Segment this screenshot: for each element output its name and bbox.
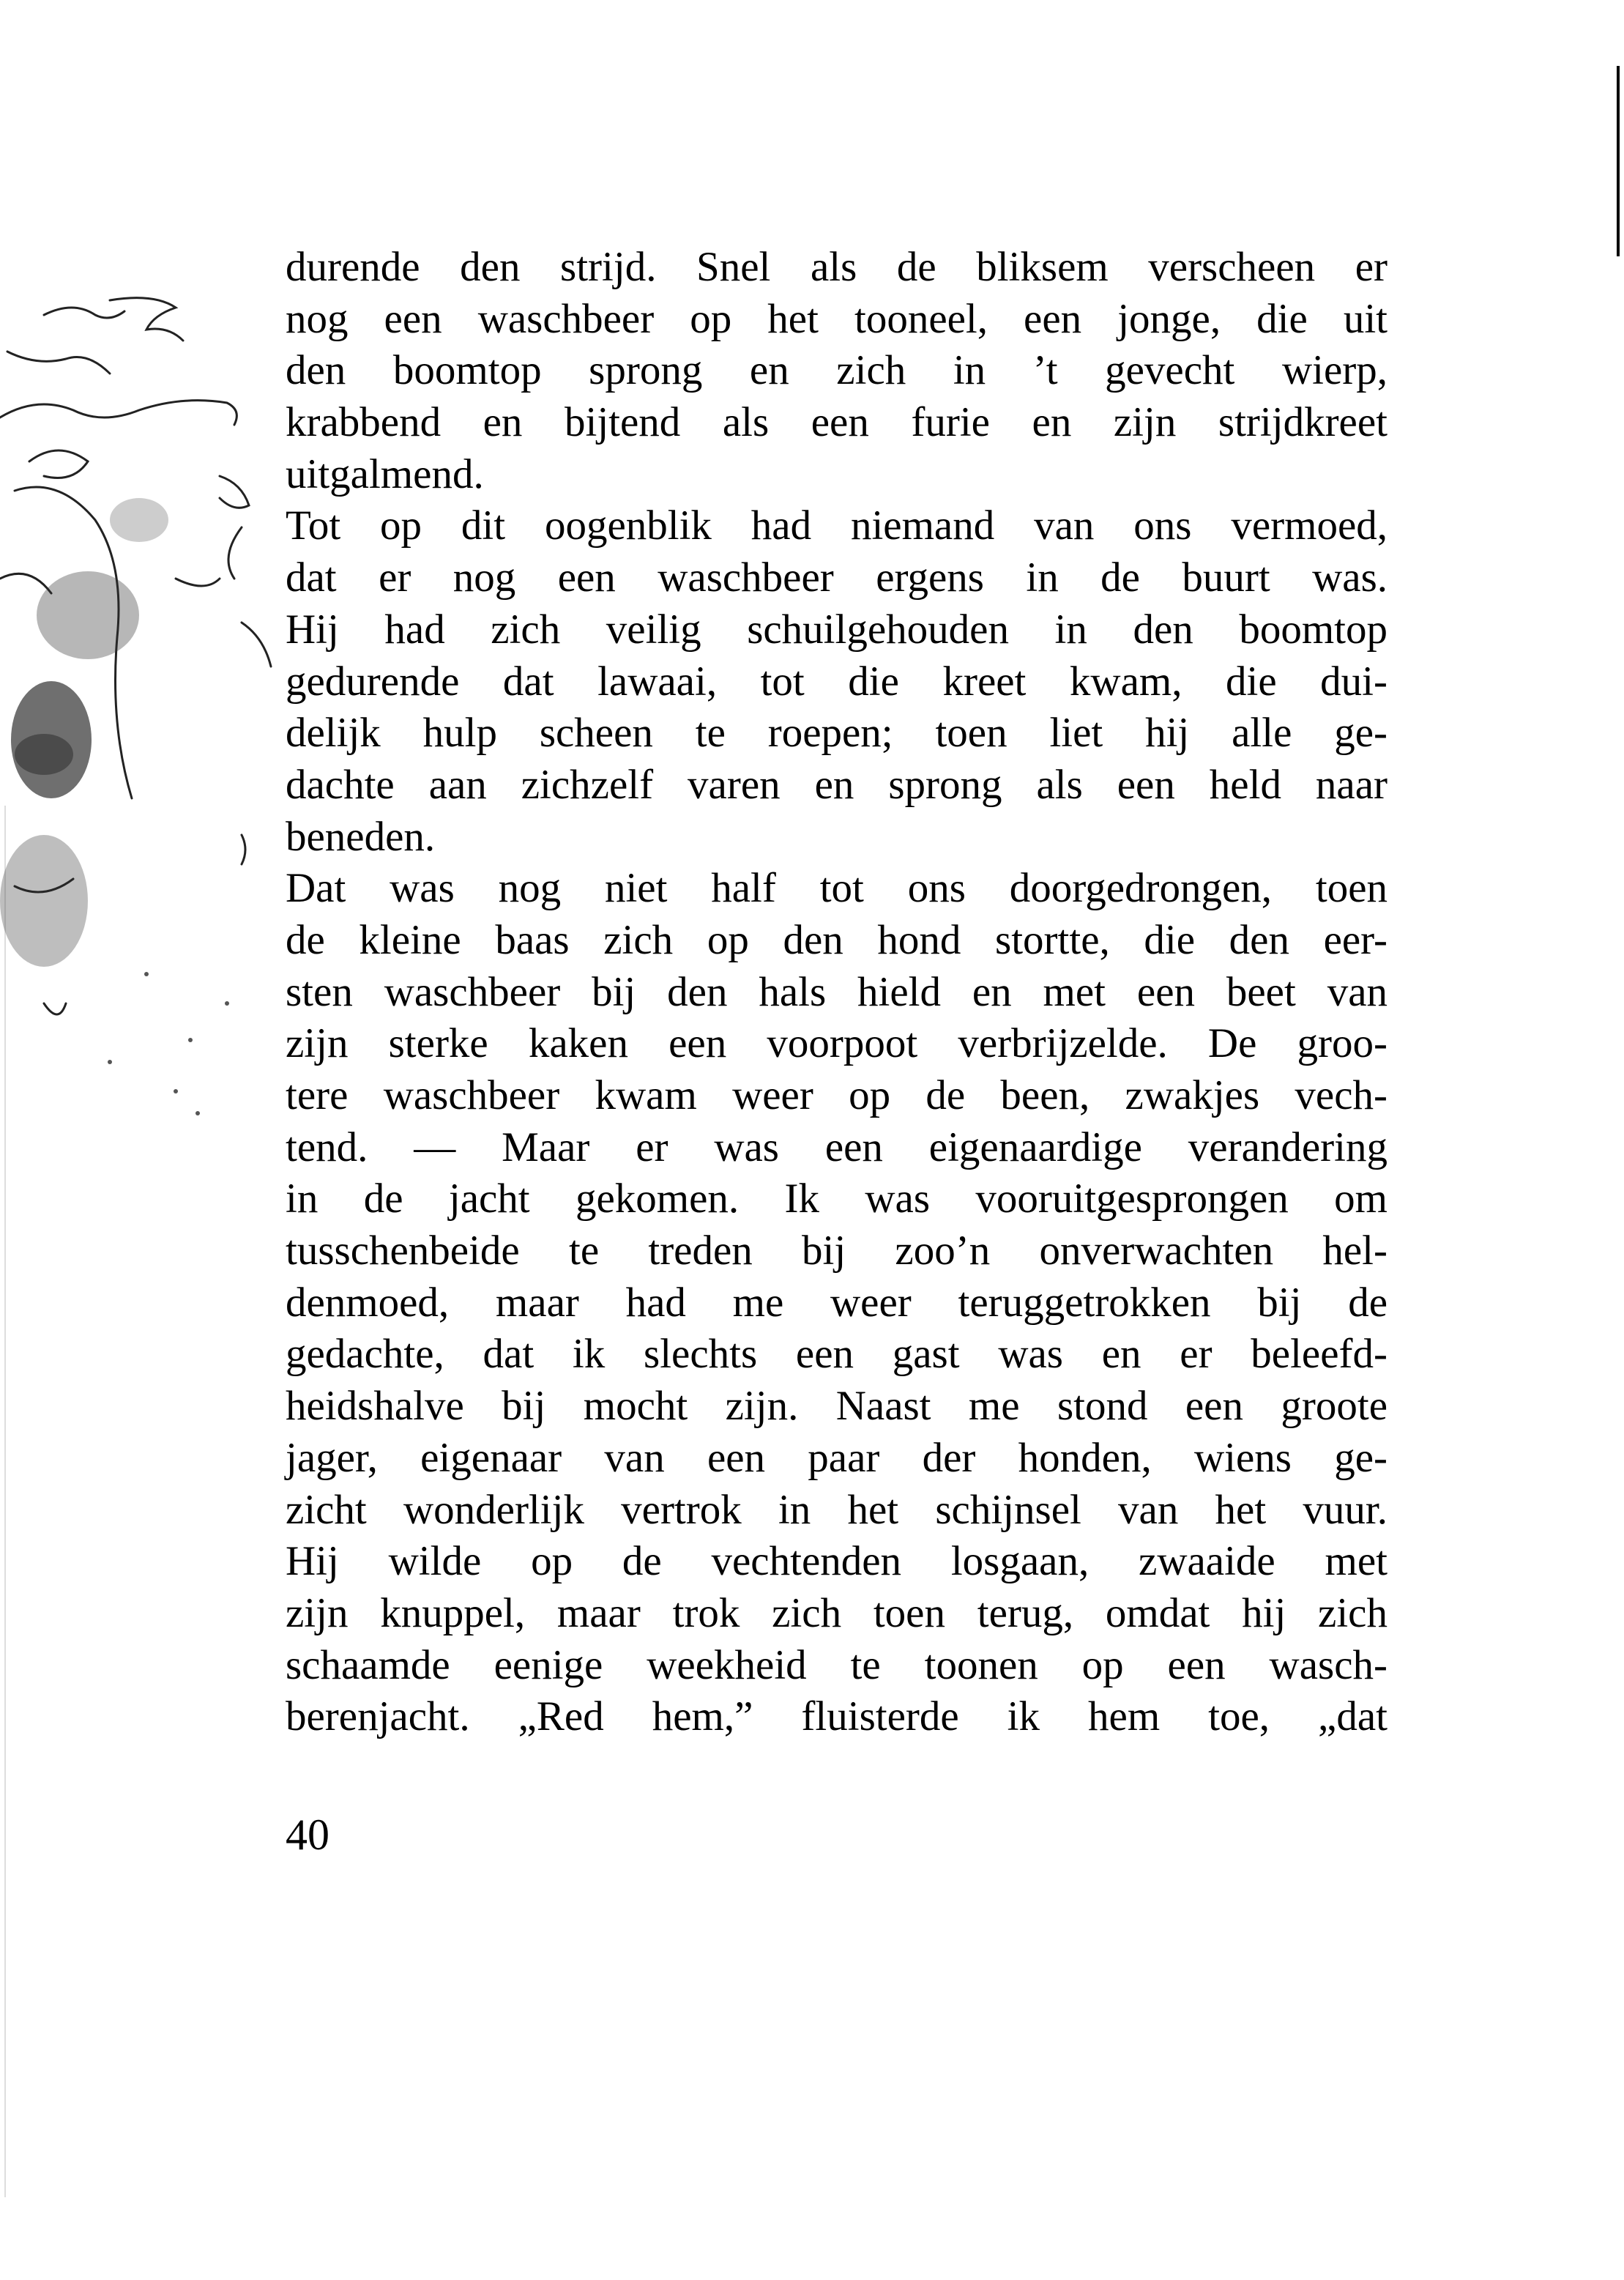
text-line: dachte aan zichzelf varen en sprong als een held naar xyxy=(286,761,1388,808)
text-line: gedurende dat lawaai, tot die kreet kwam, die dui- xyxy=(286,658,1388,705)
text-line: den boomtop sprong en zich in ’t gevecht wierp, xyxy=(286,347,1388,394)
text-line: Dat was nog niet half tot ons doorgedrongen, toen xyxy=(286,865,1388,912)
text-line: Tot op dit oogenblik had niemand van ons vermoed, xyxy=(286,502,1388,549)
text-line: berenjacht. „Red hem,” fluisterde ik hem toe, „dat xyxy=(286,1693,1388,1740)
text-line: tend. — Maar er was een eigenaardige verandering xyxy=(286,1124,1388,1170)
text-line: Hij wilde op de vechtenden losgaan, zwaaide met xyxy=(286,1538,1388,1585)
text-line: heidshalve bij mocht zijn. Naast me stond een groote xyxy=(286,1383,1388,1430)
text-line: dat er nog een waschbeer ergens in de buurt was. xyxy=(286,554,1388,601)
body-text xyxy=(286,242,1388,1743)
text-line: in de jacht gekomen. Ik was vooruitgesprongen om xyxy=(286,1176,1388,1222)
text-line: denmoed, maar had me weer teruggetrokken bij de xyxy=(286,1279,1388,1326)
text-line: nog een waschbeer op het tooneel, een jonge, die uit xyxy=(286,295,1388,342)
page-edge-line xyxy=(1617,66,1620,256)
text-line: zijn knuppel, maar trok zich toen terug, omdat hij zich xyxy=(286,1589,1388,1636)
text-line: delijk hulp scheen te roepen; toen liet hij alle ge- xyxy=(286,710,1388,757)
text-line: gedachte, dat ik slechts een gast was en er beleefd- xyxy=(286,1331,1388,1378)
text-line: sten waschbeer bij den hals hield en met een beet van xyxy=(286,968,1388,1015)
text-line: tusschenbeide te treden bij zoo’n onverwachten hel- xyxy=(286,1228,1388,1274)
raccoon-illustration xyxy=(0,271,293,1135)
text-line: zicht wonderlijk vertrok in het schijnsel van het vuur. xyxy=(286,1486,1388,1533)
text-line: jager, eigenaar van een paar der honden, wiens ge- xyxy=(286,1434,1388,1481)
text-line: zijn sterke kaken een voorpoot verbrijzelde. De groo- xyxy=(286,1020,1388,1067)
text-line: de kleine baas zich op den hond stortte, die den eer- xyxy=(286,916,1388,963)
text-line: krabbend en bijtend als een furie en zijn strijdkreet xyxy=(286,399,1388,446)
page-number: 40 xyxy=(286,1811,329,1859)
text-line: beneden. xyxy=(286,813,436,860)
text-line: schaamde eenige weekheid te toonen op een wasch- xyxy=(286,1641,1388,1688)
text-line: durende den strijd. Snel als de bliksem verscheen er xyxy=(286,244,1388,290)
text-line: Hij had zich veilig schuilgehouden in den boomtop xyxy=(286,606,1388,653)
text-line: tere waschbeer kwam weer op de been, zwakjes vech- xyxy=(286,1072,1388,1118)
branch-stroke xyxy=(44,308,124,318)
text-line: uitgalmend. xyxy=(286,450,484,497)
